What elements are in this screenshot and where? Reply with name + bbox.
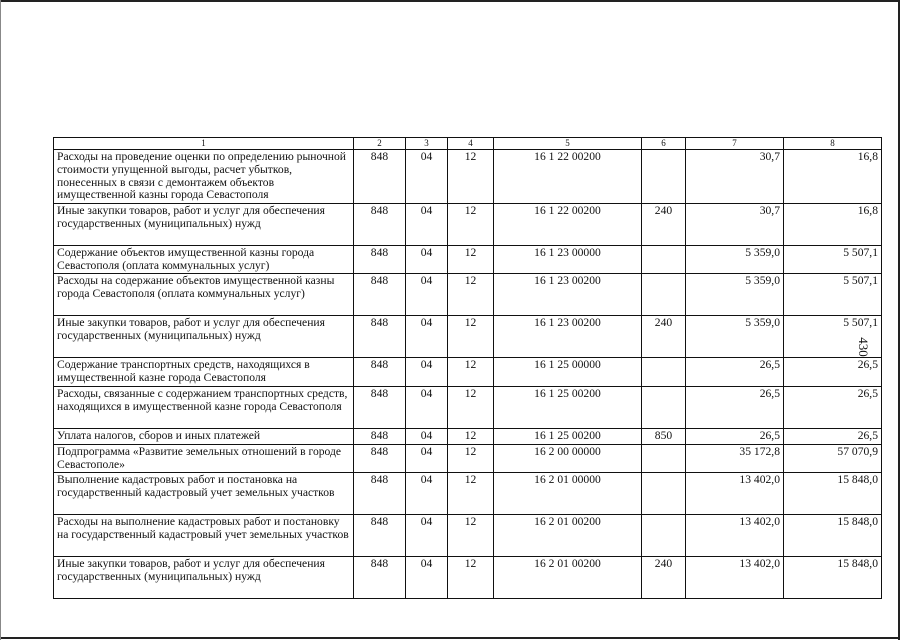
scan-border-bottom	[0, 637, 900, 639]
row-subsection-cell: 12	[448, 429, 494, 445]
row-amount-col8-cell: 15 848,0	[784, 473, 882, 515]
page-number: 430	[856, 337, 871, 357]
column-number-row	[54, 138, 882, 150]
row-target-article-cell: 16 1 23 00200	[494, 316, 642, 358]
row-amount-col8-cell: 26,5	[784, 387, 882, 429]
row-target-article-cell: 16 1 25 00000	[494, 358, 642, 387]
row-name-cell: Иные закупки товаров, работ и услуг для обеспечения государственных (муниципальных) нужд	[54, 204, 354, 246]
row-target-article-cell: 16 2 01 00200	[494, 515, 642, 557]
table-row	[54, 429, 882, 445]
row-admin-code-cell: 848	[354, 274, 406, 316]
row-admin-code-cell: 848	[354, 387, 406, 429]
row-section-cell: 04	[406, 387, 448, 429]
table-row	[54, 274, 882, 316]
row-subsection-cell: 12	[448, 150, 494, 204]
budget-table-body	[54, 138, 882, 599]
row-subsection-cell: 12	[448, 387, 494, 429]
row-subsection-cell: 12	[448, 274, 494, 316]
row-expense-type-cell	[642, 515, 686, 557]
row-expense-type-cell: 850	[642, 429, 686, 445]
row-amount-col8-cell: 5 507,1	[784, 246, 882, 274]
row-amount-col7-cell: 26,5	[686, 358, 784, 387]
table-row	[54, 246, 882, 274]
row-amount-col7-cell: 5 359,0	[686, 274, 784, 316]
table-row	[54, 515, 882, 557]
row-name-cell: Выполнение кадастровых работ и постановка на государственный кадастровый учет земельных участков	[54, 473, 354, 515]
column-number-4: 4	[448, 138, 494, 150]
row-subsection-cell: 12	[448, 445, 494, 473]
row-amount-col8-cell: 15 848,0	[784, 515, 882, 557]
scan-border-top	[0, 0, 900, 2]
row-amount-col7-cell: 13 402,0	[686, 473, 784, 515]
row-admin-code-cell: 848	[354, 445, 406, 473]
table-row	[54, 358, 882, 387]
row-section-cell: 04	[406, 358, 448, 387]
row-amount-col7-cell: 26,5	[686, 429, 784, 445]
column-number-6: 6	[642, 138, 686, 150]
row-target-article-cell: 16 1 25 00200	[494, 429, 642, 445]
row-amount-col8-cell: 15 848,0	[784, 557, 882, 599]
row-name-cell: Расходы, связанные с содержанием транспортных средств, находящихся в имущественной казне города Севастополя	[54, 387, 354, 429]
row-admin-code-cell: 848	[354, 473, 406, 515]
row-amount-col8-cell: 57 070,9	[784, 445, 882, 473]
row-amount-col7-cell: 13 402,0	[686, 515, 784, 557]
row-section-cell: 04	[406, 274, 448, 316]
row-expense-type-cell	[642, 358, 686, 387]
row-section-cell: 04	[406, 473, 448, 515]
row-amount-col7-cell: 5 359,0	[686, 246, 784, 274]
row-target-article-cell: 16 1 22 00200	[494, 150, 642, 204]
row-admin-code-cell: 848	[354, 150, 406, 204]
row-admin-code-cell: 848	[354, 557, 406, 599]
row-subsection-cell: 12	[448, 246, 494, 274]
row-name-cell: Расходы на проведение оценки по определению рыночной стоимости упущенной выгоды, расчет убытков, понесенных в связи с демонтажем объектов имущественной казны города Севастополя	[54, 150, 354, 204]
row-name-cell: Расходы на содержание объектов имущественной казны города Севастополя (оплата коммунальных услуг)	[54, 274, 354, 316]
row-target-article-cell: 16 2 00 00000	[494, 445, 642, 473]
table-row	[54, 557, 882, 599]
row-section-cell: 04	[406, 445, 448, 473]
row-amount-col7-cell: 30,7	[686, 204, 784, 246]
column-number-1: 1	[54, 138, 354, 150]
table-row	[54, 445, 882, 473]
row-subsection-cell: 12	[448, 515, 494, 557]
row-name-cell: Содержание объектов имущественной казны города Севастополя (оплата коммунальных услуг)	[54, 246, 354, 274]
table-row	[54, 204, 882, 246]
row-target-article-cell: 16 1 22 00200	[494, 204, 642, 246]
row-target-article-cell: 16 2 01 00200	[494, 557, 642, 599]
column-number-3: 3	[406, 138, 448, 150]
row-subsection-cell: 12	[448, 557, 494, 599]
row-name-cell: Иные закупки товаров, работ и услуг для обеспечения государственных (муниципальных) нужд	[54, 316, 354, 358]
row-expense-type-cell: 240	[642, 204, 686, 246]
column-number-7: 7	[686, 138, 784, 150]
row-subsection-cell: 12	[448, 316, 494, 358]
row-section-cell: 04	[406, 204, 448, 246]
row-name-cell: Содержание транспортных средств, находящихся в имущественной казне города Севастополя	[54, 358, 354, 387]
row-name-cell: Иные закупки товаров, работ и услуг для обеспечения государственных (муниципальных) нужд	[54, 557, 354, 599]
row-amount-col8-cell: 26,5	[784, 429, 882, 445]
row-amount-col7-cell: 13 402,0	[686, 557, 784, 599]
row-admin-code-cell: 848	[354, 316, 406, 358]
row-subsection-cell: 12	[448, 358, 494, 387]
row-expense-type-cell	[642, 150, 686, 204]
column-number-5: 5	[494, 138, 642, 150]
row-admin-code-cell: 848	[354, 246, 406, 274]
row-target-article-cell: 16 1 23 00200	[494, 274, 642, 316]
row-target-article-cell: 16 2 01 00000	[494, 473, 642, 515]
row-amount-col7-cell: 26,5	[686, 387, 784, 429]
row-amount-col8-cell: 16,8	[784, 204, 882, 246]
column-number-2: 2	[354, 138, 406, 150]
row-admin-code-cell: 848	[354, 358, 406, 387]
table-row	[54, 150, 882, 204]
row-section-cell: 04	[406, 150, 448, 204]
row-amount-col8-cell: 5 507,1	[784, 274, 882, 316]
row-expense-type-cell	[642, 473, 686, 515]
table-row	[54, 316, 882, 358]
row-admin-code-cell: 848	[354, 515, 406, 557]
row-name-cell: Уплата налогов, сборов и иных платежей	[54, 429, 354, 445]
row-expense-type-cell	[642, 274, 686, 316]
row-section-cell: 04	[406, 429, 448, 445]
row-name-cell: Расходы на выполнение кадастровых работ и постановку на государственный кадастровый учет земельных участков	[54, 515, 354, 557]
row-amount-col8-cell: 16,8	[784, 150, 882, 204]
row-amount-col8-cell: 26,5	[784, 358, 882, 387]
row-section-cell: 04	[406, 557, 448, 599]
row-expense-type-cell	[642, 445, 686, 473]
row-subsection-cell: 12	[448, 473, 494, 515]
row-expense-type-cell	[642, 246, 686, 274]
row-admin-code-cell: 848	[354, 204, 406, 246]
row-section-cell: 04	[406, 246, 448, 274]
row-target-article-cell: 16 1 25 00200	[494, 387, 642, 429]
row-section-cell: 04	[406, 316, 448, 358]
row-amount-col7-cell: 35 172,8	[686, 445, 784, 473]
row-expense-type-cell	[642, 387, 686, 429]
row-amount-col8-cell: 5 507,1	[784, 316, 882, 358]
table-row	[54, 473, 882, 515]
budget-table	[53, 137, 882, 599]
table-row	[54, 387, 882, 429]
row-amount-col7-cell: 30,7	[686, 150, 784, 204]
row-subsection-cell: 12	[448, 204, 494, 246]
column-number-8: 8	[784, 138, 882, 150]
row-name-cell: Подпрограмма «Развитие земельных отношений в городе Севастополе»	[54, 445, 354, 473]
row-admin-code-cell: 848	[354, 429, 406, 445]
row-amount-col7-cell: 5 359,0	[686, 316, 784, 358]
row-section-cell: 04	[406, 515, 448, 557]
row-target-article-cell: 16 1 23 00000	[494, 246, 642, 274]
row-expense-type-cell: 240	[642, 316, 686, 358]
scan-border-left	[0, 0, 1, 640]
row-expense-type-cell: 240	[642, 557, 686, 599]
